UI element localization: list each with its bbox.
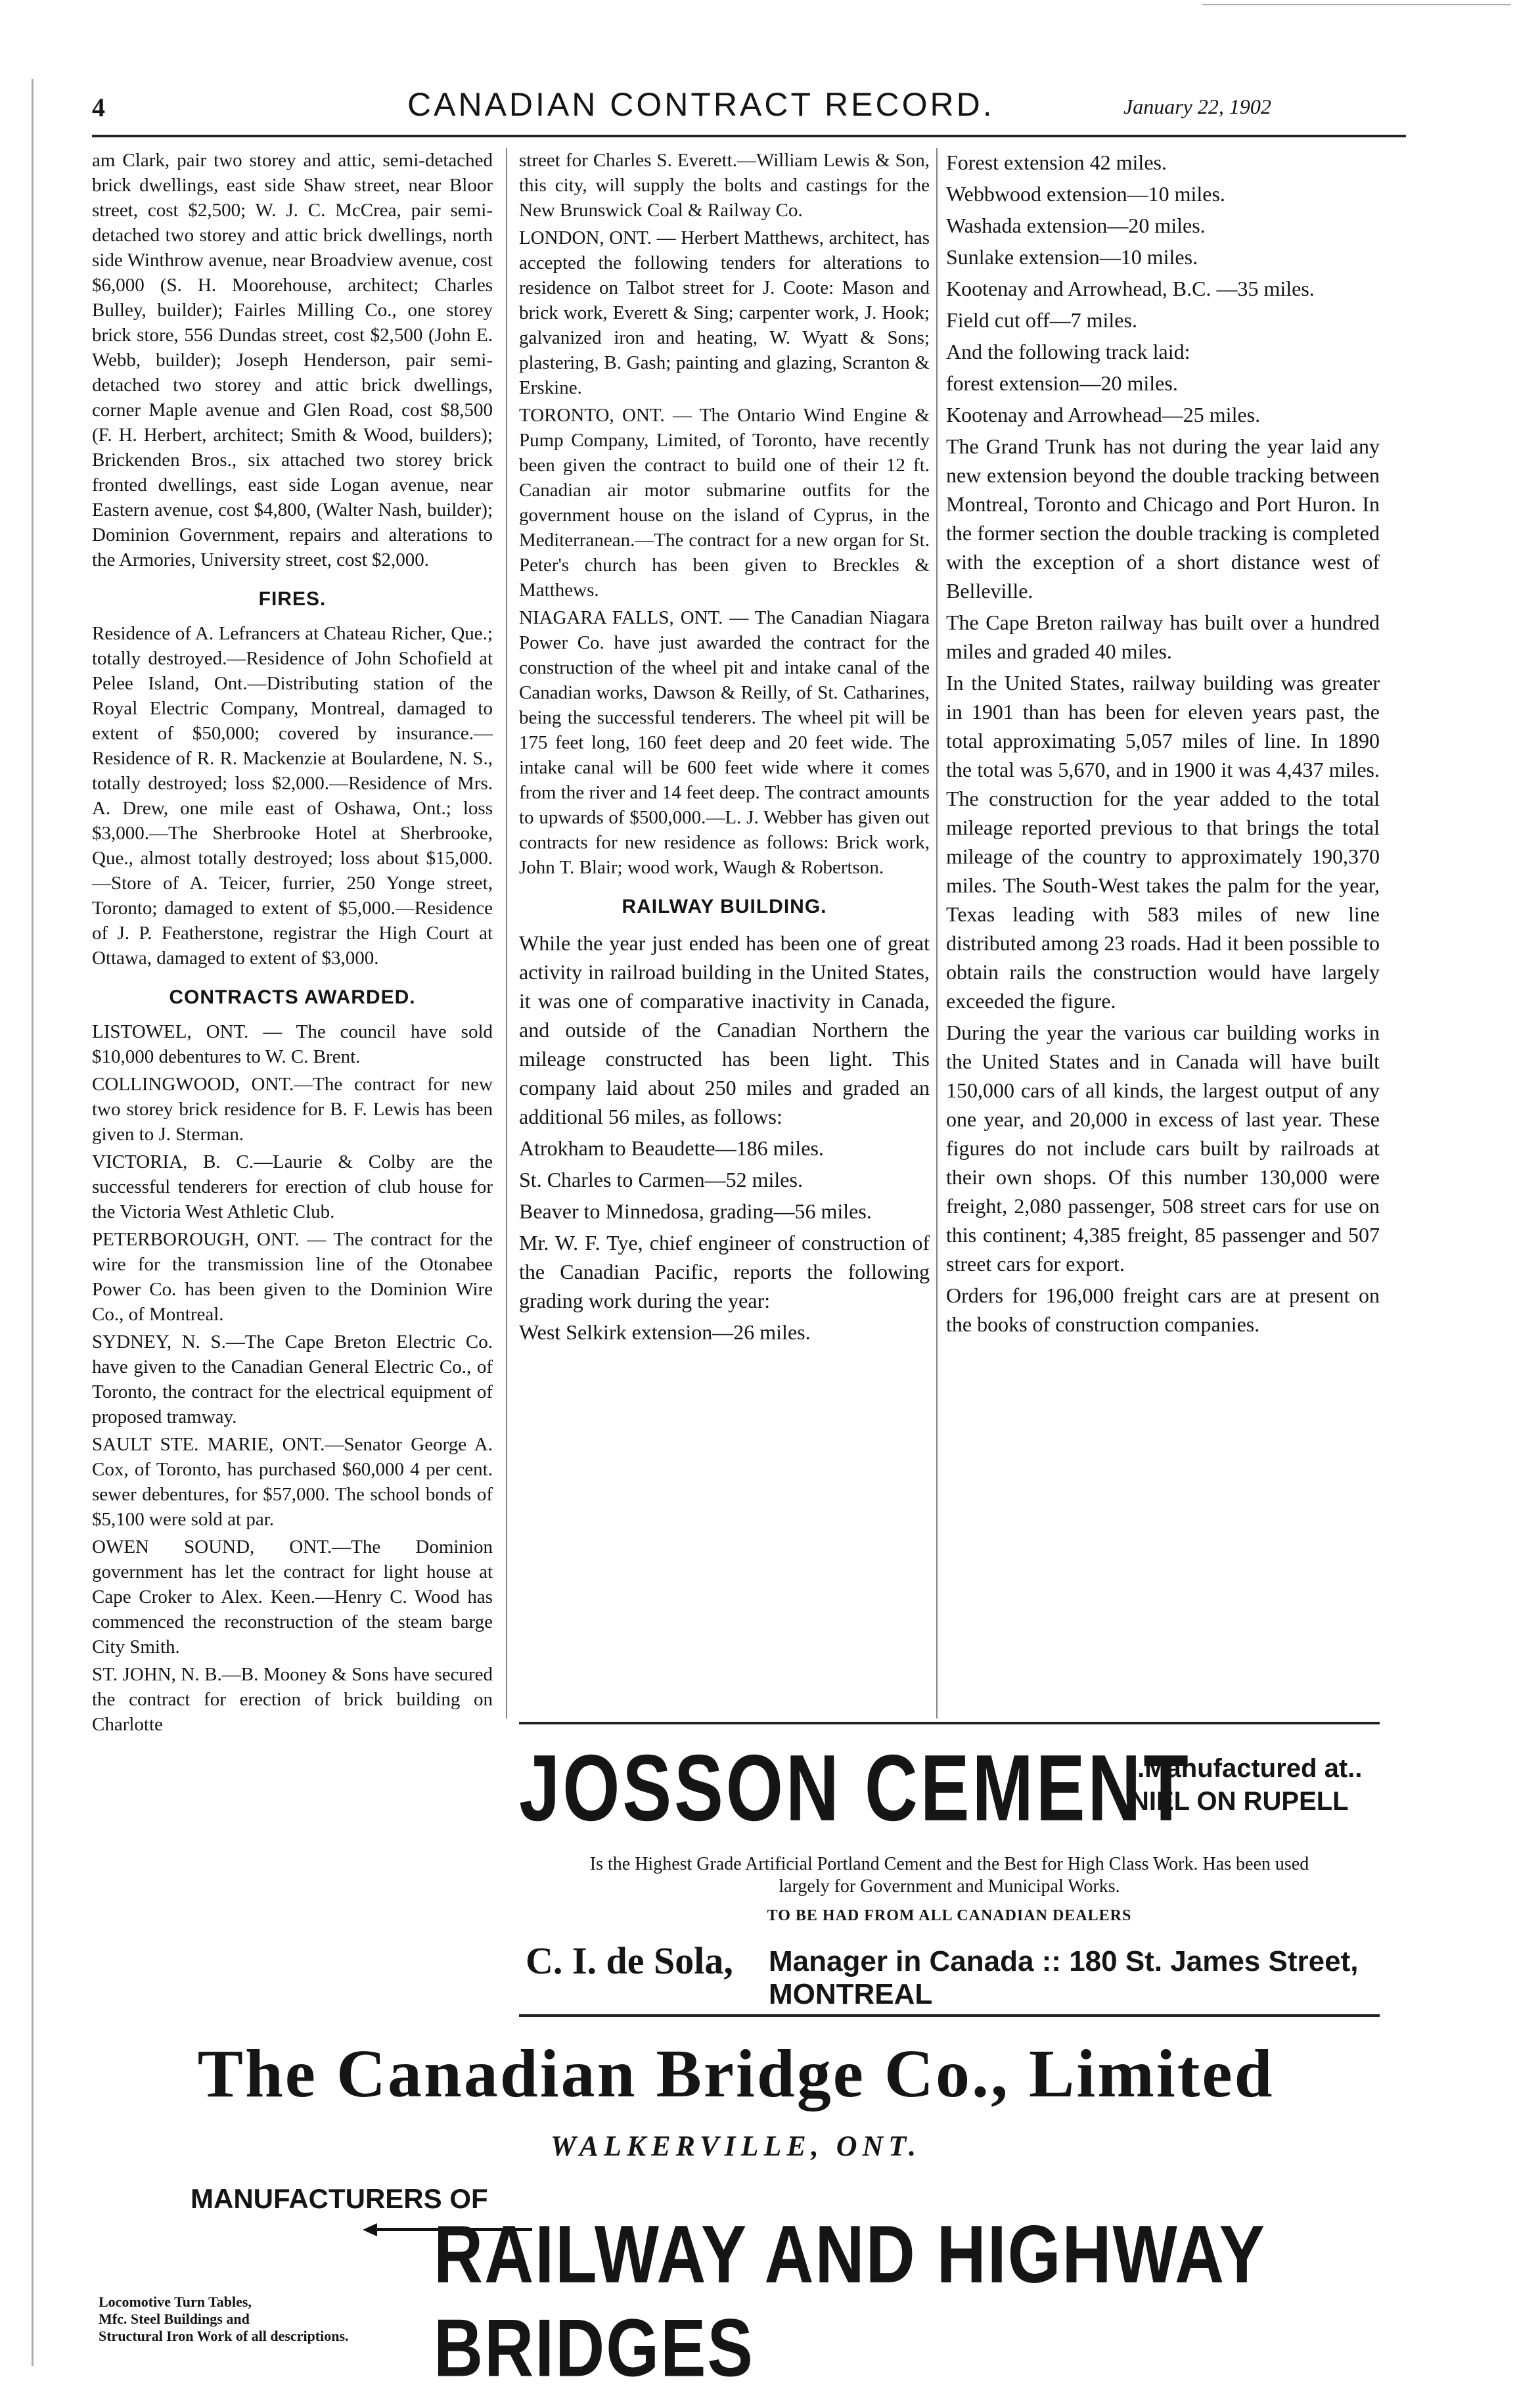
article-line: And the following track laid: [946,340,1190,363]
article-line: Kootenay and Arrowhead, B.C. —35 miles. [946,277,1315,300]
bridge-product-line: Structural Iron Work of all descriptions. [99,2328,349,2344]
ad-top-rule [519,1722,1380,1724]
fires-paragraph: Residence of A. Lefrancers at Chateau Richer, Que.; totally destroyed.—Residence of John Schofield at Pelee Island, Ont.—Distributing station of the Royal Electric Company, Montreal, damaged to extent of $50,000; covered by insurance.—Residence of R. R. Mackenzie at Boulardene, N. S., totally destroyed; loss $2,000.—Residence of Mrs. A. Drew, one mile east of Oshawa, Ont.; loss $3,000.—The Sherbrooke Hotel at Sherbrooke, Que., almost totally destroyed; loss about $15,000.—Store of A. Teicer, furrier, 250 Yonge street, Toronto; damaged to extent of $5,000.—Residence of J. P. Featherstone, registrar the High Court at Ottawa, damaged to extent of $3,000. [92,623,493,969]
article-paragraph: During the year the various car building works in the United States and in Canada will have built 150,000 cars of all kinds, the largest output of any one year, and 20,000 in excess of last year. These figures do not include cars built by railroads at their own shops. Of this number 130,000 were freight, 2,080 passenger, 508 street cars for use on this continent; 4,385 freight, 85 passenger and 507 street cars for export. [946,1021,1380,1276]
article-line: Washada extension—20 miles. [946,214,1206,237]
josson-brand-name: JOSSON CEMENT [519,1735,1191,1841]
article-paragraph: The Cape Breton railway has built over a hundred miles and graded 40 miles. [946,611,1380,663]
section-heading-railway: RAILWAY BUILDING. [622,896,827,917]
article-line: forest extension—20 miles. [946,371,1178,395]
bridge-products: RAILWAY AND HIGHWAY BRIDGES [434,2209,1265,2395]
article-line: Beaver to Minnedosa, grading—56 miles. [519,1199,872,1223]
josson-cement-advertisement [519,1722,1380,2031]
contract-item: SAULT STE. MARIE, ONT.—Senator George A. Cox, of Toronto, has purchased $60,000 4 per cent. sewer debentures, for $57,000. The school bonds of $5,100 were sold at par. [92,1434,493,1530]
josson-description: Is the Highest Grade Artificial Portland Cement and the Best for High Class Work. Has been used largely for Government and Municipal Works. [589,1854,1309,1897]
article-line: St. Charles to Carmen—52 miles. [519,1168,803,1191]
article-line: Sunlake extension—10 miles. [946,245,1198,269]
contract-item: OWEN SOUND, ONT.—The Dominion government has let the contract for light house at Cape Croker to Alex. Keen.—Henry C. Wood has commenced the reconstruction of the steam barge City Smith. [92,1536,493,1657]
column-2 [519,148,930,1349]
josson-contact [519,1939,1380,2010]
bridge-manufacturers-label: MANUFACTURERS OF [191,2183,488,2214]
ad-bottom-rule [519,2014,1380,2017]
contract-item: VICTORIA, B. C.—Laurie & Colby are the successful tenderers for erection of club house for the Victoria West Athletic Club. [92,1151,493,1222]
column-1 [92,148,493,1740]
josson-dealers: TO BE HAD FROM ALL CANADIAN DEALERS [767,1907,1132,1924]
article-line: Webbwood extension—10 miles. [946,182,1225,206]
issue-date: January 22, 1902 [1123,95,1271,118]
contract-item: NIAGARA FALLS, ONT. — The Canadian Niagara Power Co. have just awarded the contract for the construction of the wheel pit and intake canal of the Canadian works, Dawson & Reilly, of St. Catharines, being the successful tenderers. The wheel pit will be 175 feet long, 160 feet deep and 20 feet wide. The intake canal will be 600 feet wide where it comes from the river and 14 feet deep. The contract amounts to upwards of $500,000.—L. J. Webber has given out contracts for new residence as follows: Brick work, John T. Blair; wood work, Waugh & Robertson. [519,607,930,878]
column-divider [506,148,507,1719]
article-paragraph: In the United States, railway building was greater in 1901 than has been for eleven years past, the total approximating 5,057 miles of line. In 1890 the total was 5,670, and in 1900 it was 4,437 miles. The construction for the year added to the total mileage reported previous to that brings the total mileage of the country to approximately 190,370 miles. The South-West takes the palm for the year, Texas leading with 583 miles of new line distributed among 23 roads. Had it been possible to obtain rails the construction would have largely exceeded the figure. [946,671,1380,1013]
masthead-rule [92,135,1406,137]
railway-building-article [519,894,930,1347]
page-number: 4 [92,93,105,122]
scan-top-edge [1202,4,1511,5]
josson-agent-address: Manager in Canada :: 180 St. James Street, MONTREAL [769,1945,1359,2010]
bridge-product-line: Mfc. Steel Buildings and [99,2311,250,2327]
bridge-company-location: WALKERVILLE, ONT. [550,2130,922,2162]
article-line: Field cut off—7 miles. [946,308,1137,332]
column-3 [946,148,1380,1341]
bridge-other-products [99,2294,349,2345]
bridge-company-name: The Canadian Bridge Co., Limited [197,2036,1275,2112]
publication-title: CANADIAN CONTRACT RECORD. [407,86,995,123]
contract-item: LONDON, ONT. — Herbert Matthews, architect, has accepted the following tenders for alterations to residence on Talbot street for J. Coote: Mason and brick work, Everett & Sing; carpenter work, J. Hook; galvanized iron and heating, W. Wyatt & Sons; plastering, B. Gash; painting and glazing, Scranton & Erskine. [519,227,930,398]
article-paragraph: The Grand Trunk has not during the year laid any new extension beyond the double tracking between Montreal, Toronto and Chicago and Port Huron. In the former section the double tracking is completed with the exception of a short distance west of Belleville. [946,434,1380,603]
arrow-head-icon [363,2223,377,2236]
contract-item: ST. JOHN, N. B.—B. Mooney & Sons have secured the contract for erection of brick building on Charlotte [92,1664,493,1735]
contract-item: street for Charles S. Everett.—William Lewis & Son, this city, will supply the bolts and castings for the New Brunswick Coal & Railway Co. [519,150,930,221]
bridge-product-line: Locomotive Turn Tables, [99,2294,252,2310]
scan-binding-edge [32,79,34,2366]
article-paragraph: Orders for 196,000 freight cars are at present on the books of construction companies. [946,1283,1380,1336]
contract-item: TORONTO, ONT. — The Ontario Wind Engine & Pump Company, Limited, of Toronto, have recently been given the contract to build one of their 12 ft. Canadian air motor submarine outfits for the government house on the island of Cyprus, in the Mediterranean.—The contract for a new organ for St. Peter's church has been given to Breckles & Matthews. [519,405,930,601]
contract-item: SYDNEY, N. S.—The Cape Breton Electric Co. have given to the Canadian General Electric Co., of Toronto, the contract for the electrical equipment of proposed tramway. [92,1331,493,1427]
josson-agent-name: C. I. de Sola, [526,1939,733,1982]
article-paragraph: Mr. W. F. Tye, chief engineer of construction of the Canadian Pacific, reports the following grading work during the year: [519,1231,930,1312]
josson-manufactured-at: ..Manufactured at.. NIEL ON RUPELL [1130,1754,1363,1816]
contract-item: PETERBOROUGH, ONT. — The contract for the wire for the transmission line of the Otonabee Power Co. has been given to the Dominion Wire Co., of Montreal. [92,1229,493,1325]
canadian-bridge-advertisement [92,2031,1380,2395]
article-line: Kootenay and Arrowhead—25 miles. [946,403,1261,427]
contract-item: LISTOWEL, ONT. — The council have sold $10,000 debentures to W. C. Brent. [92,1021,493,1067]
article-paragraph: While the year just ended has been one of great activity in railroad building in the United States, it was one of comparative inactivity in Canada, and outside of the Canadian Northern the mileage constructed has been light. This company laid about 250 miles and graded an additional 56 miles, as follows: [519,931,930,1128]
contract-item: COLLINGWOOD, ONT.—The contract for new two storey brick residence for B. F. Lewis has been given to J. Sterman. [92,1074,493,1145]
masthead [92,85,1406,131]
section-heading-fires: FIRES. [258,588,327,610]
article-line: West Selkirk extension—26 miles. [519,1320,811,1344]
section-heading-contracts: CONTRACTS AWARDED. [169,986,416,1008]
article-line: Forest extension 42 miles. [946,150,1167,174]
article-line: Atrokham to Beaudette—186 miles. [519,1136,824,1160]
building-permits-paragraph: am Clark, pair two storey and attic, semi-detached brick dwellings, east side Shaw street, near Bloor street, cost $2,500; W. J. C. McCrea, pair semi-detached two storey and attic brick dwellings, north side Winthrow avenue, near Broadview avenue, cost $6,000 (S. H. Moorehouse, architect; Charles Bulley, builder); Fairles Milling Co., one storey brick store, 556 Dundas street, cost $2,500 (John E. Webb, builder); Joseph Henderson, pair semi-detached two storey and attic brick dwellings, corner Maple avenue and Glen Road, cost $8,500 (F. H. Herbert, architect; Smith & Wood, builders); Brickenden Bros., six attached two storey brick fronted dwellings, east side Logan avenue, near Eastern avenue, cost $4,800, (Walter Nash, builder); Dominion Government, repairs and alterations to the Armories, University street, cost $2,000. [92,150,493,570]
column-divider [936,148,938,1719]
